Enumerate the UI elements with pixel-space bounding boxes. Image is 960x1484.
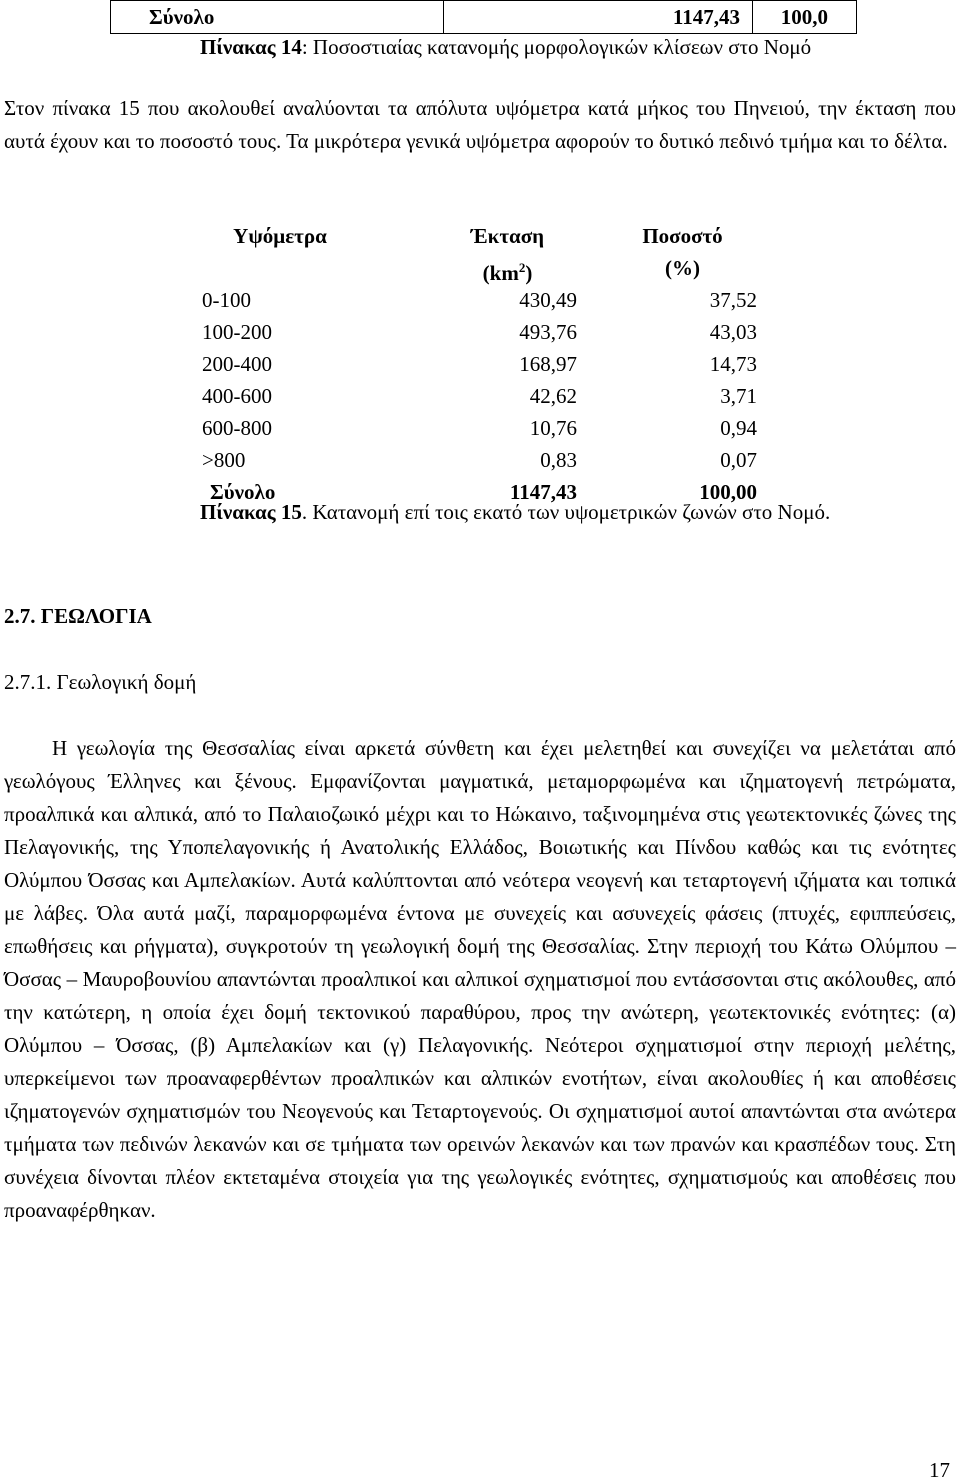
cell-altitude: Σύνολο [210,480,276,504]
caption-prefix: Πίνακας 15 [200,500,302,524]
cell-percent: 100,00 [699,480,757,504]
header-area: Έκταση $(km^2)$ [470,224,545,285]
cell-area: 430,49 [519,288,577,312]
table-15-caption [200,500,830,525]
total-area: 1147,43 [444,1,753,34]
cell-area: 0,83 [540,448,577,472]
cell-altitude: 0-100 [202,288,251,312]
caption-prefix: Πίνακας 14 [200,35,302,59]
total-label: Σύνολο [111,1,444,34]
altitude-table [200,216,765,508]
table-row [200,444,765,476]
caption-text: : Ποσοστιαίας κατανομής μορφολογικών κλίσεων στο Νομό [301,35,812,59]
cell-area: 168,97 [519,352,577,376]
cell-percent: 0,07 [720,448,757,472]
cell-altitude: 600-800 [202,416,272,440]
cell-area: 10,76 [529,416,577,440]
cell-area: 493,76 [519,320,577,344]
paragraph-intro: Στον πίνακα 15 που ακολουθεί αναλύονται τα απόλυτα υψόμετρα κατά μήκος του Πηνειού, την έκταση που αυτά έχουν και το ποσοστό τους. Τα μικρότερα γενικά υψόμετρα αφορούν το δυτικό πεδινό τμήμα και το δέλτα. [4,96,956,153]
cell-altitude: >800 [202,448,246,472]
previous-table-total-row [110,0,857,34]
cell-percent: 43,03 [709,320,757,344]
table-body [200,284,765,508]
paragraph-geology-text: Η γεωλογία της Θεσσαλίας είναι αρκετά σύνθετη και έχει μελετηθεί και συνεχίζει να μελετάται από γεωλόγους Έλληνες και ξένους. Εμφανίζονται μαγματικά, μεταμορφωμένα και ιζηματογενή πετρώματα, προαλπικά και αλπικά, από το Παλαιοζωικό μέχρι και το Ηώκαινο, ταξινομημένα στις γεωτεκτονικές ζώνες της Πελαγονικής, της Υποπελαγονικής ή Ανατολικής Ελλάδος, Βοιωτικής και Πίνδου καθώς και τις ενότητες Ολύμπου Όσσας και Αμπελακίων. Αυτά καλύπτονται από νεότερα νεογενή και τεταρτογενή ιζήματα και τοπικά με λάβες. Όλα αυτά μαζί, παραμορφωμένα έντονα με συνεχείς και ασυνεχείς φάσεις (πτυχές, εφιππεύσεις, επωθήσεις και ρήγματα), συγκροτούν τη γεωλογική δομή της Θεσσαλίας. Στην περιοχή του Κάτω Ολύμπου – Όσσας – Μαυροβουνίου απαντώνται προαλπικοί και αλπικοί σχηματισμοί που εντάσσονται στις ακόλουθες, από την κατώτερη, η οποία έχει δομή τεκτονικού παραθύρου, προς την ανώτερη, γεωτεκτονικές ενότητες: (α) Ολύμπου – Όσσας, (β) Αμπελακίων και (γ) Πελαγονικής. Νεότεροι σχηματισμοί στην περιοχή μελέτης, υπερκείμενοι των προαναφερθέντων προαλπικών και αλπικών ενοτήτων, είναι ακολουθίες ή και αποθέσεις ιζηματογενών σχηματισμών του Νεογενούς και Τεταρτογενούς. Οι σχηματισμοί αυτοί απαντώνται στα ανώτερα τμήματα των πεδινών λεκανών και σε τμήματα των ορεινών λεκανών και των πρανών και κρασπέδων τους. Στη συνέχεια δίνονται πλέον εκτεταμένα στοιχεία για της γεωλογικές ενότητες, σχηματισμούς και αποθέσεις που προαναφέρθηκαν. [4,736,956,1222]
cell-percent: 0,94 [720,416,757,440]
caption-text: . Κατανομή επί τοις εκατό των υψομετρικών ζωνών στο Νομό. [301,500,831,524]
table-row [200,284,765,316]
table-row [200,412,765,444]
cell-altitude: 200-400 [202,352,272,376]
total-percent: 100,0 [753,1,857,34]
cell-altitude: 100-200 [202,320,272,344]
cell-percent: 37,52 [709,288,757,312]
paragraph-geology [4,732,956,1227]
table-row [200,348,765,380]
header-altitude: Υψόμετρα [233,224,327,248]
table-header [200,216,765,284]
cell-area: 1147,43 [509,480,577,504]
header-percent: Ποσοστό (%) [642,224,723,280]
cell-altitude: 400-600 [202,384,272,408]
table-row [200,380,765,412]
subsection-heading-geological-structure: 2.7.1. Γεωλογική δομή [4,670,197,694]
cell-percent: 14,73 [709,352,757,376]
page-number: 17 [929,1458,950,1482]
section-heading-geology: 2.7. ΓΕΩΛΟΓΙΑ [4,604,152,628]
cell-percent: 3,71 [720,384,757,408]
cell-area: 42,62 [529,384,577,408]
table-14-caption [200,35,811,60]
table-row [200,316,765,348]
